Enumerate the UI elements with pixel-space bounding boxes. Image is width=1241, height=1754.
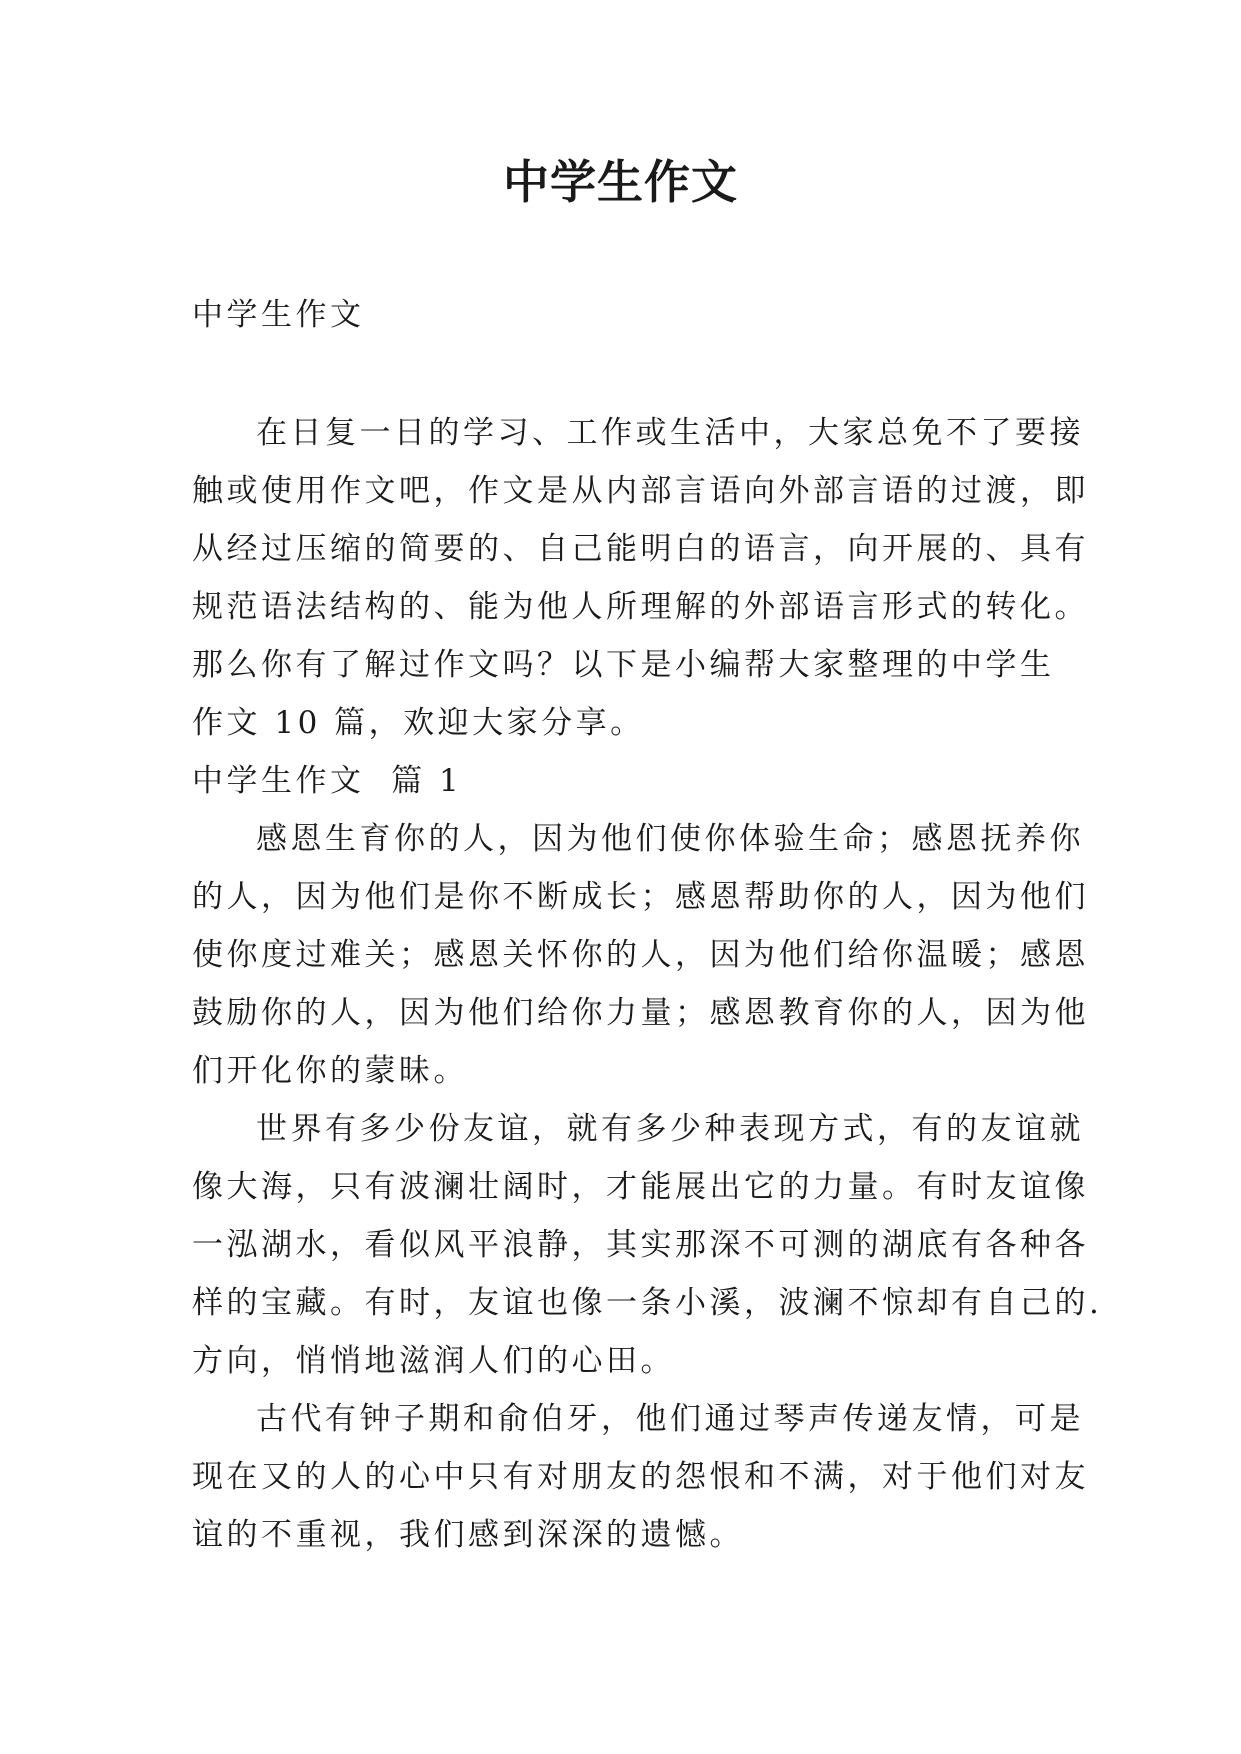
paragraph-friendship (192, 1100, 1103, 1390)
paragraph-line: 鼓励你的人，因为他们给你力量；感恩教育你的人，因为他 (192, 995, 1089, 1031)
intro-line: 在日复一日的学习、工作或生活中，大家总免不了要接 (256, 415, 1084, 451)
paragraph-line: 方向，悄悄地滋润人们的心田。 (192, 1343, 675, 1379)
intro-line: 那么你有了解过作文吗？以下是小编帮大家整理的中学生 (192, 647, 1055, 683)
paragraph-line: 感恩生育你的人，因为他们使你体验生命；感恩抚养你 (256, 821, 1084, 857)
document-title: 中学生作文 (503, 155, 738, 209)
intro-line: 作文 10 篇，欢迎大家分享。 (192, 705, 645, 741)
intro-line: 规范语法结构的、能为他人所理解的外部语言形式的转化。 (192, 589, 1089, 625)
paragraph-line: 谊的不重视，我们感到深深的遗憾。 (192, 1517, 744, 1553)
paragraph-line: 古代有钟子期和俞伯牙，他们通过琴声传递友情，可是 (256, 1401, 1084, 1437)
paragraph-gratitude (192, 810, 1089, 1100)
paragraph-line: 现在又的人的心中只有对朋友的怨恨和不满，对于他们对友 (192, 1459, 1089, 1495)
intro-line: 从经过压缩的简要的、自己能明白的语言，向开展的、具有 (192, 531, 1089, 567)
paragraph-line: 一泓湖水，看似风平浪静，其实那深不可测的湖底有各种各 (192, 1227, 1089, 1263)
document-subtitle (192, 286, 1052, 344)
paragraph-line: 们开化你的蒙昧。 (192, 1053, 468, 1089)
paragraph-line: 世界有多少份友谊，就有多少种表现方式，有的友谊就 (256, 1111, 1084, 1147)
paragraph-line: 使你度过难关；感恩关怀你的人，因为他们给你温暖；感恩 (192, 937, 1089, 973)
subtitle-line: 中学生作文 (192, 297, 365, 333)
paragraph-line: 样的宝藏。有时，友谊也像一条小溪，波澜不惊却有自己的. (192, 1285, 1103, 1321)
intro-paragraph (192, 404, 1089, 752)
paragraph-line: 的人，因为他们是你不断成长；感恩帮助你的人，因为他们 (192, 879, 1089, 915)
paragraph-ancient-friends (192, 1390, 1089, 1564)
section-heading-line: 中学生作文 篇 1 (192, 763, 463, 799)
intro-line: 触或使用作文吧，作文是从内部言语向外部言语的过渡，即 (192, 473, 1089, 509)
paragraph-line: 像大海，只有波澜壮阔时，才能展出它的力量。有时友谊像 (192, 1169, 1089, 1205)
section-heading (192, 752, 1052, 810)
